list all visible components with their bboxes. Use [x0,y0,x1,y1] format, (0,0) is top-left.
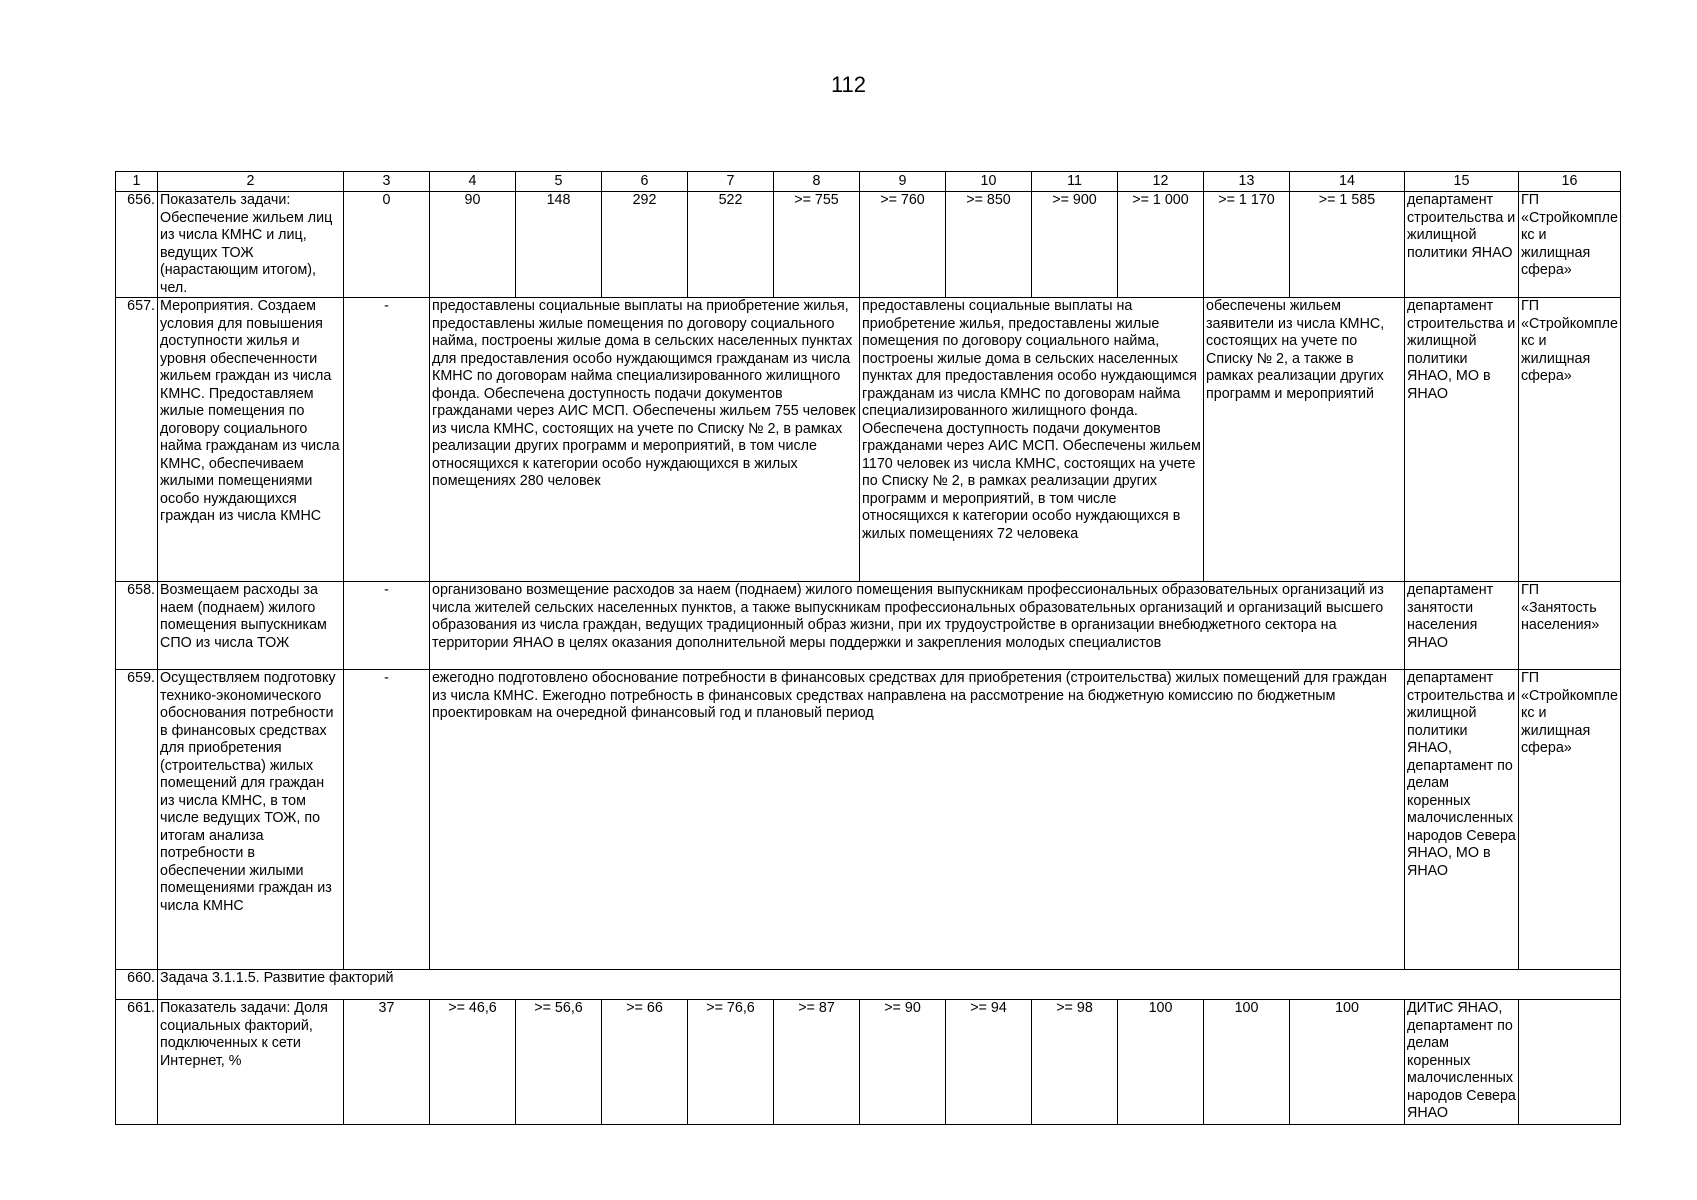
result-cell: организовано возмещение расходов за наем (поднаем) жилого помещения выпускникам профессиональных образовательных организаций из числа жителей сельских населенных пунктов, а также выпускникам профессиональных образовательных организаций и организаций высшего образования из числа граждан, ведущих традиционный образ жизни, при их трудоустройстве в организации внебюджетного сектора на территории ЯНАО в целях оказания дополнительной меры поддержки и закрепления молодых специалистов [430,582,1405,670]
row-number: 659. [116,670,158,970]
value-cell: >= 90 [860,1000,946,1125]
measures-table [115,171,1621,1125]
value-cell: 100 [1290,1000,1405,1125]
table-row [116,192,1621,298]
header-cell: 5 [516,172,602,192]
value-cell: 522 [688,192,774,298]
header-cell: 9 [860,172,946,192]
value-cell: 100 [1118,1000,1204,1125]
header-cell: 12 [1118,172,1204,192]
responsible-cell: департамент занятости населения ЯНАО [1405,582,1519,670]
value-cell: >= 76,6 [688,1000,774,1125]
program-cell: ГП «Стройкомплекс и жилищная сфера» [1519,192,1621,298]
row-name: Возмещаем расходы за наем (поднаем) жилого помещения выпускникам СПО из числа ТОЖ [158,582,344,670]
value-cell: 148 [516,192,602,298]
row-number: 657. [116,298,158,582]
table-row [116,1000,1621,1125]
value-cell: 37 [344,1000,430,1125]
value-cell: >= 850 [946,192,1032,298]
header-cell: 11 [1032,172,1118,192]
table-row [116,582,1621,670]
value-cell: >= 56,6 [516,1000,602,1125]
task-title: Задача 3.1.1.5. Развитие факторий [158,970,1621,1000]
value-cell: - [344,670,430,970]
row-name: Осуществляем подготовку технико-экономического обоснования потребности в финансовых средствах для приобретения (строительства) жилых помещений для граждан из числа КМНС, в том числе ведущих ТОЖ, по итогам анализа потребности в обеспечении жилыми помещениями граждан из числа КМНС [158,670,344,970]
header-cell: 10 [946,172,1032,192]
row-name: Показатель задачи: Доля социальных факторий, подключенных к сети Интернет, % [158,1000,344,1125]
value-cell: >= 1 585 [1290,192,1405,298]
value-cell: 292 [602,192,688,298]
header-cell: 13 [1204,172,1290,192]
row-number: 658. [116,582,158,670]
result-cell: предоставлены социальные выплаты на приобретение жилья, предоставлены жилые помещения по договору социального найма, построены жилые дома в сельских населенных пунктах для предоставления особо нуждающимся гражданам из числа КМНС по договорам найма специализированного жилищного фонда. Обеспечена доступность подачи документов гражданами через АИС МСП. Обеспечены жильем 1170 человек из числа КМНС, состоящих на учете по Списку № 2, в рамках реализации других программ и мероприятий, в том числе относящихся к категории особо нуждающихся в жилых помещениях 72 человека [860,298,1204,582]
header-cell: 15 [1405,172,1519,192]
header-cell: 6 [602,172,688,192]
result-cell: предоставлены социальные выплаты на приобретение жилья, предоставлены жилые помещения по договору социального найма, построены жилые дома в сельских населенных пунктах для предоставления особо нуждающимся гражданам из числа КМНС по договорам найма специализированного жилищного фонда. Обеспечена доступность подачи документов гражданами через АИС МСП. Обеспечены жильем 755 человек из числа КМНС, состоящих на учете по Списку № 2, в рамках реализации других программ и мероприятий, в том числе относящихся к категории особо нуждающихся в жилых помещениях 280 человек [430,298,860,582]
responsible-cell: ДИТиС ЯНАО, департамент по делам коренных малочисленных народов Севера ЯНАО [1405,1000,1519,1125]
value-cell: >= 755 [774,192,860,298]
row-number: 660. [116,970,158,1000]
value-cell: >= 66 [602,1000,688,1125]
header-cell: 1 [116,172,158,192]
value-cell: >= 1 000 [1118,192,1204,298]
value-cell: - [344,298,430,582]
header-cell: 2 [158,172,344,192]
header-cell: 16 [1519,172,1621,192]
responsible-cell: департамент строительства и жилищной политики ЯНАО, департамент по делам коренных малочисленных народов Севера ЯНАО, МО в ЯНАО [1405,670,1519,970]
header-cell: 3 [344,172,430,192]
value-cell: >= 760 [860,192,946,298]
row-number: 656. [116,192,158,298]
responsible-cell: департамент строительства и жилищной политики ЯНАО, МО в ЯНАО [1405,298,1519,582]
value-cell: >= 98 [1032,1000,1118,1125]
table-row [116,298,1621,582]
value-cell: >= 46,6 [430,1000,516,1125]
value-cell: - [344,582,430,670]
row-name: Показатель задачи: Обеспечение жильем лиц из числа КМНС и лиц, ведущих ТОЖ (нарастающим итогом), чел. [158,192,344,298]
table-row [116,670,1621,970]
header-cell: 4 [430,172,516,192]
header-cell: 7 [688,172,774,192]
value-cell: >= 1 170 [1204,192,1290,298]
page-number: 112 [830,72,867,97]
value-cell: >= 94 [946,1000,1032,1125]
header-cell: 14 [1290,172,1405,192]
value-cell: >= 900 [1032,192,1118,298]
program-cell: ГП «Стройкомплекс и жилищная сфера» [1519,670,1621,970]
row-number: 661. [116,1000,158,1125]
program-cell: ГП «Занятость населения» [1519,582,1621,670]
table-row [116,970,1621,1000]
value-cell: 0 [344,192,430,298]
header-row [116,172,1621,192]
value-cell: 100 [1204,1000,1290,1125]
result-cell: обеспечены жильем заявители из числа КМНС, состоящих на учете по Списку № 2, а также в рамках реализации других программ и мероприятий [1204,298,1405,582]
program-cell: ГП «Стройкомплекс и жилищная сфера» [1519,298,1621,582]
responsible-cell: департамент строительства и жилищной политики ЯНАО [1405,192,1519,298]
row-name: Мероприятия. Создаем условия для повышения доступности жилья и уровня обеспеченности жильем граждан из числа КМНС. Предоставляем жилые помещения по договору социального найма гражданам из числа КМНС, обеспечиваем жилыми помещениями особо нуждающихся граждан из числа КМНС [158,298,344,582]
value-cell: 90 [430,192,516,298]
header-cell: 8 [774,172,860,192]
result-cell: ежегодно подготовлено обоснование потребности в финансовых средствах для приобретения (строительства) жилых помещений для граждан из числа КМНС. Ежегодно потребность в финансовых средствах направлена на рассмотрение на бюджетную комиссию по бюджетным проектировкам на очередной финансовый год и плановый период [430,670,1405,970]
value-cell: >= 87 [774,1000,860,1125]
program-cell [1519,1000,1621,1125]
